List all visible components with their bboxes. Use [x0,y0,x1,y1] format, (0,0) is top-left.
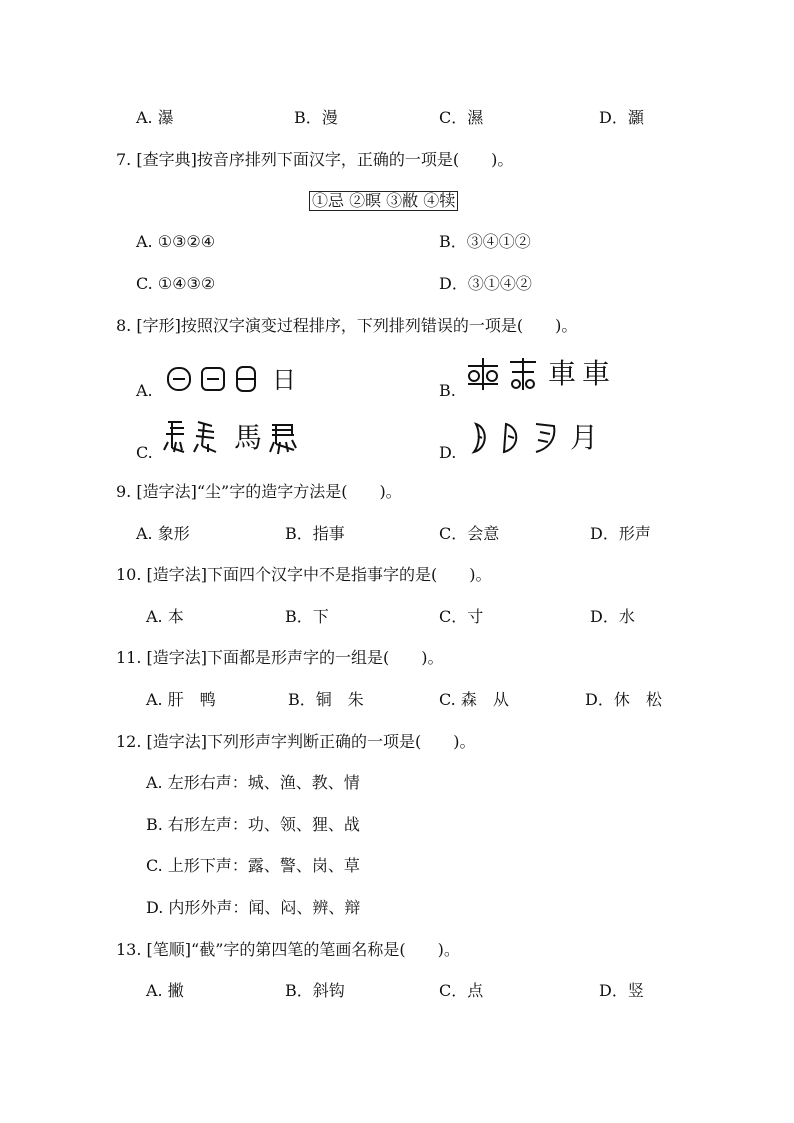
q11-option-b[interactable]: B．铜 朱 [288,690,364,709]
q13-option-c[interactable]: C．点 [439,981,484,1000]
q8-option-d-glyphs [466,420,616,464]
q7-option-a[interactable]: A. ①③②④ [136,232,216,251]
q8-c-modern-char: 馬 [234,421,263,454]
q8-option-a-glyphs [166,364,306,408]
q8-b-char-1: 車 [548,357,577,390]
q7-stem: 7. [查字典]按音序排列下面汉字，正确的一项是( )。 [116,150,514,169]
q8-a-modern-char: 日 [272,366,296,394]
q10-option-d[interactable]: D．水 [590,607,635,626]
q7-option-d[interactable]: D．③①④② [439,274,532,293]
ancient-che-glyphs-icon [466,356,546,392]
q9-option-b[interactable]: B．指事 [285,524,345,543]
q8-option-c-glyphs [162,418,312,462]
ancient-ma-seal-icon [268,422,298,456]
q8-option-b-glyphs [466,356,616,400]
q6-option-d[interactable]: D．灝 [599,108,644,127]
q10-stem: 10. [造字法]下面四个汉字中不是指事字的是( )。 [116,565,492,584]
q8-stem: 8. [字形]按照汉字演变过程排序，下列排列错误的一项是( )。 [116,316,578,335]
q10-option-b[interactable]: B．下 [285,607,329,626]
q13-option-b[interactable]: B．斜钩 [285,981,345,1000]
q8-option-a-label[interactable]: A. [136,381,153,400]
q7-box-text: ①忌 ②暝 ③敝 ④犊 [309,191,458,211]
q8-option-b-label[interactable]: B. [439,381,456,400]
q13-option-a[interactable]: A. 撇 [146,981,184,1000]
ancient-yue-glyphs-icon [466,420,566,456]
q8-b-char-2: 車 [582,357,611,390]
q12-option-d[interactable]: D. 内形外声：闻、闷、辨、辩 [146,898,361,917]
ancient-ma-glyphs-icon [162,418,232,456]
q7-option-c[interactable]: C. ①④③② [136,274,216,293]
q12-option-c[interactable]: C. 上形下声：露、警、岗、草 [146,856,360,875]
q10-option-a[interactable]: A. 本 [146,607,184,626]
q9-option-a[interactable]: A. 象形 [136,524,190,543]
q6-option-c[interactable]: C．濕 [439,108,484,127]
q9-stem: 9. [造字法]“尘”字的造字方法是( )。 [116,482,402,501]
q7-char-box [309,191,458,211]
q8-option-c-label[interactable]: C. [136,443,153,462]
q13-stem: 13. [笔顺]“截”字的第四笔的笔画名称是( )。 [116,940,460,959]
q7-option-b[interactable]: B．③④①② [439,232,531,251]
q13-option-d[interactable]: D．竖 [599,981,644,1000]
q6-option-b[interactable]: B．漫 [294,108,338,127]
q11-option-c[interactable]: C. 森 从 [439,690,509,709]
q12-stem: 12. [造字法]下列形声字判断正确的一项是( )。 [116,732,476,751]
q11-option-d[interactable]: D．休 松 [585,690,662,709]
q8-d-modern-char: 月 [570,421,599,454]
q8-option-d-label[interactable]: D. [439,443,457,462]
q6-option-a[interactable]: A. 瀑 [136,108,174,127]
ancient-ri-glyphs-icon [166,364,266,394]
q9-option-d[interactable]: D．形声 [590,524,651,543]
q12-option-a[interactable]: A. 左形右声：城、渔、教、情 [146,773,360,792]
q11-stem: 11. [造字法]下面都是形声字的一组是( )。 [116,648,444,667]
q9-option-c[interactable]: C．会意 [439,524,500,543]
q11-option-a[interactable]: A. 肝 鸭 [146,690,216,709]
q10-option-c[interactable]: C．寸 [439,607,484,626]
q12-option-b[interactable]: B. 右形左声：功、领、狸、战 [146,815,360,834]
